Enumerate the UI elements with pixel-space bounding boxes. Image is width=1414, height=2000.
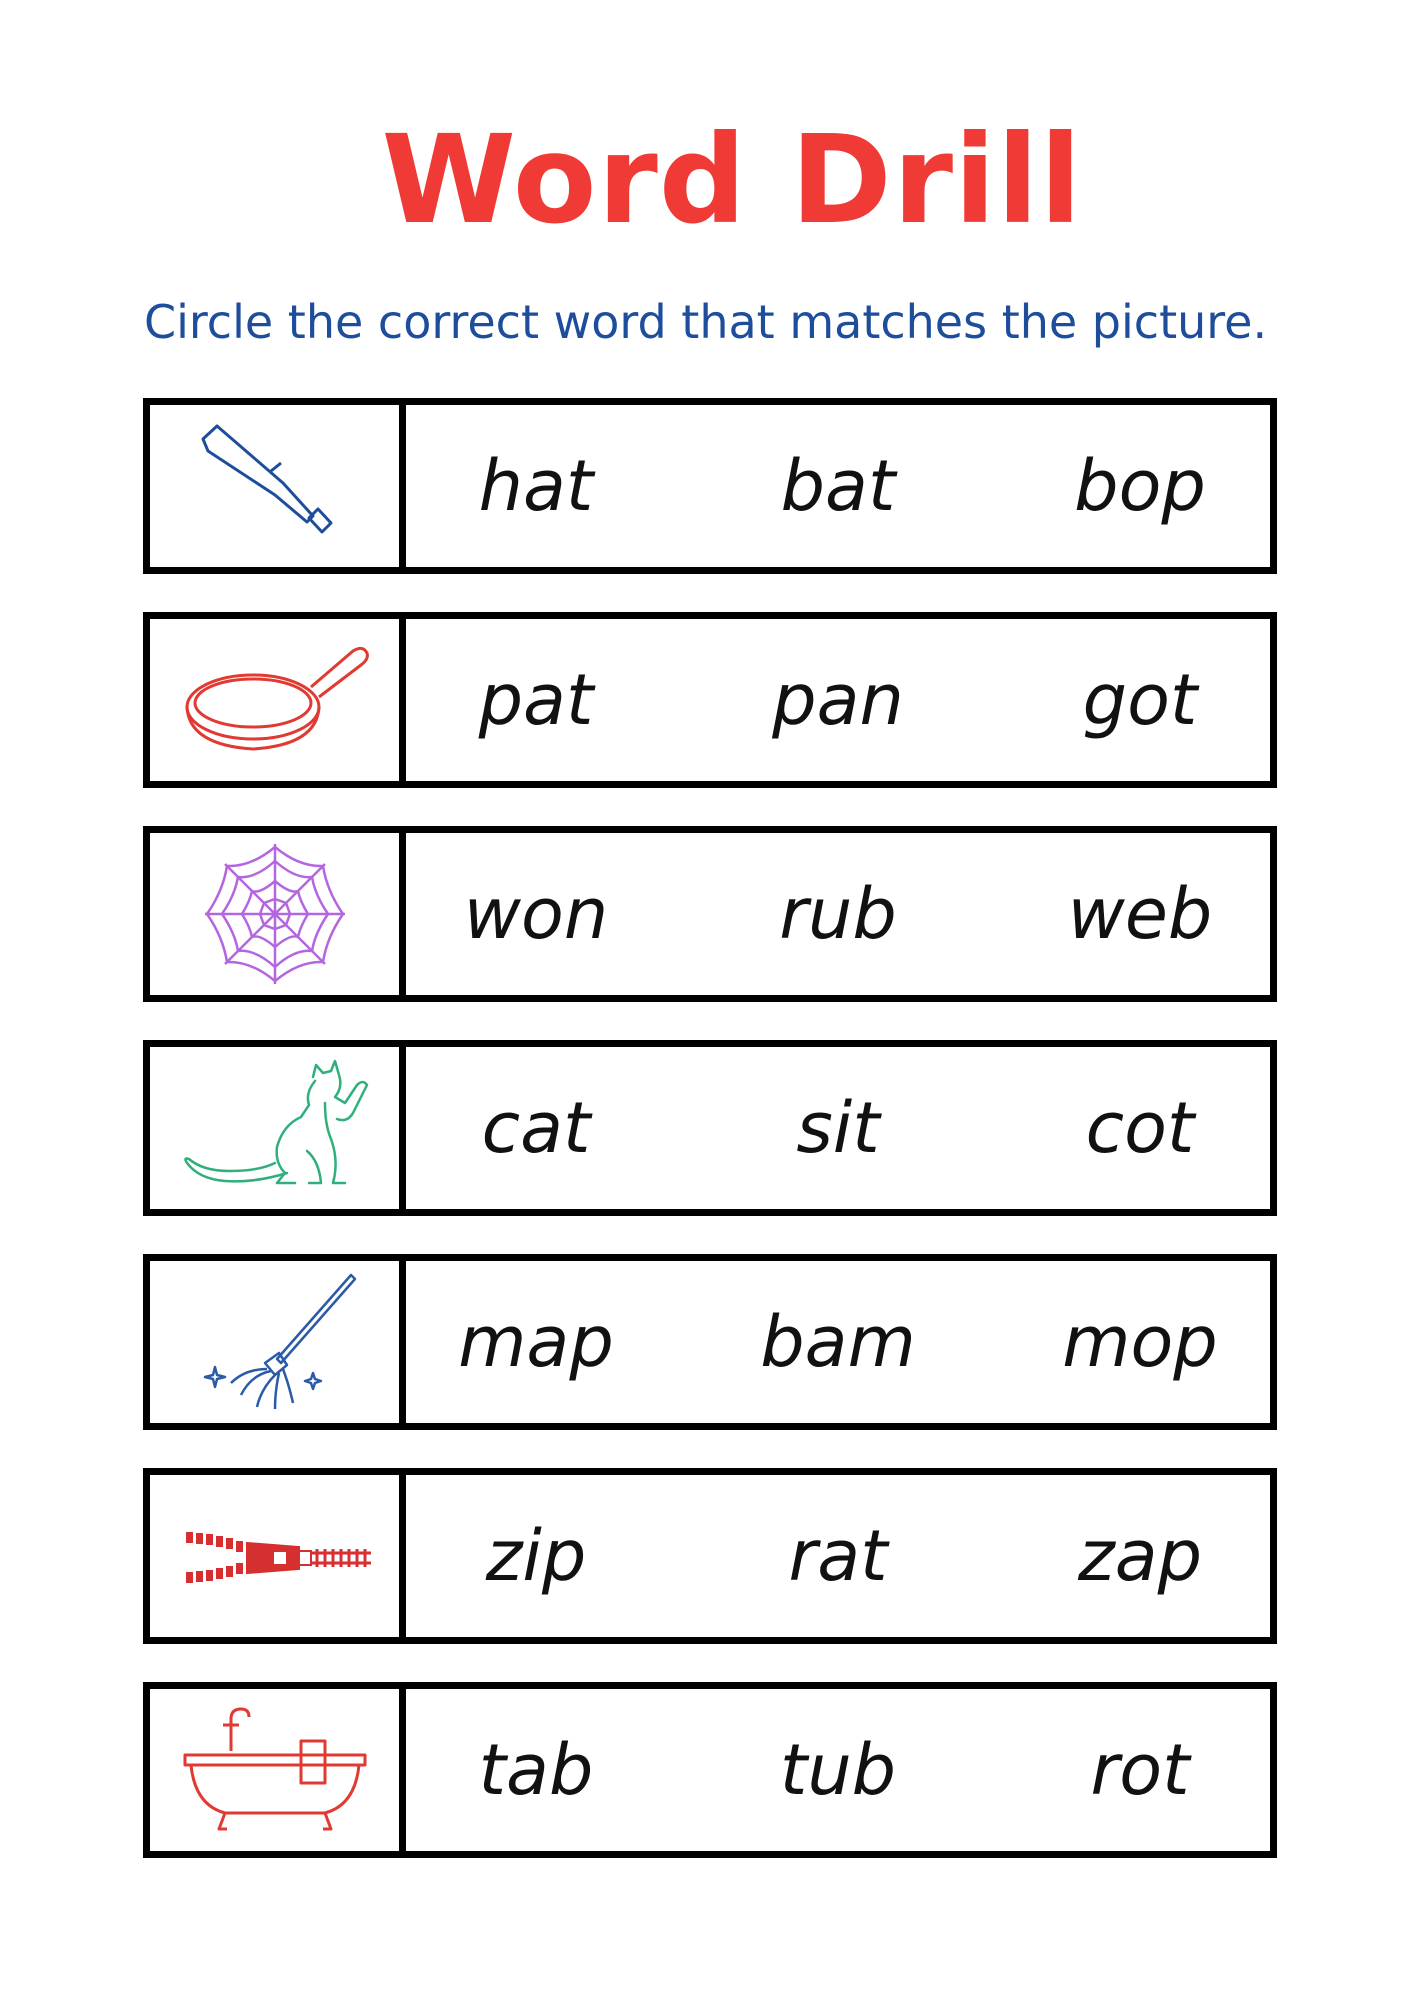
word-choices (406, 619, 1270, 781)
drill-row-zip (143, 1468, 1277, 1644)
word-option[interactable]: zip (485, 1515, 587, 1597)
word-option[interactable]: bam (760, 1301, 916, 1383)
word-option[interactable]: cot (1085, 1087, 1195, 1169)
word-option[interactable]: pat (478, 659, 594, 741)
drill-row-bat (143, 398, 1277, 574)
word-choices (406, 1261, 1270, 1423)
word-option[interactable]: map (458, 1301, 614, 1383)
word-option[interactable]: bop (1074, 445, 1206, 527)
word-choices (406, 833, 1270, 995)
word-option[interactable]: won (463, 873, 609, 955)
word-option[interactable]: web (1067, 873, 1213, 955)
word-choices (406, 1047, 1270, 1209)
word-option[interactable]: rot (1090, 1729, 1190, 1811)
word-option[interactable]: rat (788, 1515, 888, 1597)
word-option[interactable]: sit (796, 1087, 880, 1169)
page-title: Word Drill (381, 109, 1083, 251)
drill-row-mop (143, 1254, 1277, 1430)
mop-icon (175, 1267, 375, 1417)
word-option[interactable]: hat (478, 445, 594, 527)
instruction-text: Circle the correct word that matches the picture. (144, 295, 1268, 349)
drill-row-cat (143, 1040, 1277, 1216)
word-option[interactable]: cat (481, 1087, 591, 1169)
word-option[interactable]: rub (779, 873, 897, 955)
picture-cell (150, 1261, 406, 1423)
word-choices (406, 1475, 1270, 1637)
baseball-bat-icon (175, 411, 375, 561)
picture-cell (150, 405, 406, 567)
word-option[interactable]: mop (1062, 1301, 1218, 1383)
word-option[interactable]: pan (772, 659, 904, 741)
word-option[interactable]: bat (780, 445, 896, 527)
word-choices (406, 1689, 1270, 1851)
word-option[interactable]: tub (779, 1729, 897, 1811)
picture-cell (150, 619, 406, 781)
picture-cell (150, 1689, 406, 1851)
word-option[interactable]: got (1082, 659, 1198, 741)
zipper-icon (175, 1481, 375, 1631)
drill-row-pan (143, 612, 1277, 788)
picture-cell (150, 1475, 406, 1637)
picture-cell (150, 1047, 406, 1209)
word-option[interactable]: zap (1077, 1515, 1203, 1597)
bathtub-icon (175, 1695, 375, 1845)
picture-cell (150, 833, 406, 995)
drill-row-tub (143, 1682, 1277, 1858)
word-option[interactable]: tab (478, 1729, 594, 1811)
frying-pan-icon (175, 625, 375, 775)
word-choices (406, 405, 1270, 567)
drill-row-web (143, 826, 1277, 1002)
cat-icon (175, 1053, 375, 1203)
spider-web-icon (175, 839, 375, 989)
